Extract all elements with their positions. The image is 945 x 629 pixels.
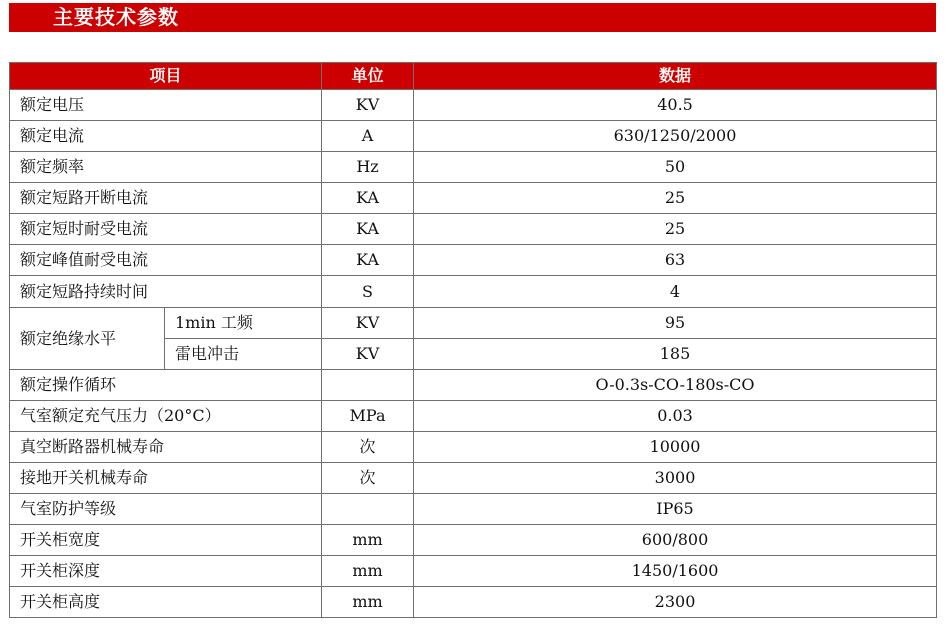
table-row bbox=[10, 308, 937, 339]
param-value: 25 bbox=[414, 214, 937, 245]
param-name: 额定电流 bbox=[10, 121, 322, 152]
param-value: 185 bbox=[414, 339, 937, 370]
param-subname: 雷电冲击 bbox=[165, 339, 322, 370]
param-value: 3000 bbox=[414, 463, 937, 494]
column-header-item: 项目 bbox=[10, 63, 322, 90]
param-value: 50 bbox=[414, 152, 937, 183]
param-value: 1450/1600 bbox=[414, 556, 937, 587]
table-row bbox=[10, 90, 937, 121]
table-row bbox=[10, 276, 937, 308]
param-unit: mm bbox=[322, 525, 414, 556]
title-banner bbox=[9, 3, 936, 32]
param-value: 0.03 bbox=[414, 401, 937, 432]
param-unit: KV bbox=[322, 308, 414, 339]
param-name: 真空断路器机械寿命 bbox=[10, 432, 322, 463]
param-unit: 次 bbox=[322, 432, 414, 463]
param-unit: MPa bbox=[322, 401, 414, 432]
param-value: O-0.3s-CO-180s-CO bbox=[414, 370, 937, 401]
param-unit: 次 bbox=[322, 463, 414, 494]
param-value: 600/800 bbox=[414, 525, 937, 556]
param-name: 额定短时耐受电流 bbox=[10, 214, 322, 245]
param-value: 10000 bbox=[414, 432, 937, 463]
param-unit: S bbox=[322, 276, 414, 308]
table-row bbox=[10, 463, 937, 494]
column-header-value: 数据 bbox=[414, 63, 937, 90]
table-row bbox=[10, 183, 937, 214]
param-unit bbox=[322, 494, 414, 525]
param-value: 4 bbox=[414, 276, 937, 308]
param-name: 额定峰值耐受电流 bbox=[10, 245, 322, 276]
page-title: 主要技术参数 bbox=[53, 5, 179, 29]
param-name: 额定操作循环 bbox=[10, 370, 322, 401]
param-value: 630/1250/2000 bbox=[414, 121, 937, 152]
param-unit: A bbox=[322, 121, 414, 152]
param-name: 额定频率 bbox=[10, 152, 322, 183]
param-unit: Hz bbox=[322, 152, 414, 183]
param-value: IP65 bbox=[414, 494, 937, 525]
table-row bbox=[10, 587, 937, 618]
table-row bbox=[10, 152, 937, 183]
param-name: 额定短路持续时间 bbox=[10, 276, 322, 308]
param-name-insulation: 额定绝缘水平 bbox=[10, 308, 165, 370]
param-name: 开关柜深度 bbox=[10, 556, 322, 587]
param-unit: KA bbox=[322, 214, 414, 245]
table-row bbox=[10, 245, 937, 276]
param-value: 95 bbox=[414, 308, 937, 339]
table-row bbox=[10, 370, 937, 401]
param-name: 开关柜高度 bbox=[10, 587, 322, 618]
param-name: 气室额定充气压力（20°C） bbox=[10, 401, 322, 432]
table-row bbox=[10, 525, 937, 556]
param-name: 气室防护等级 bbox=[10, 494, 322, 525]
column-header-unit: 单位 bbox=[322, 63, 414, 90]
param-unit: KA bbox=[322, 183, 414, 214]
param-unit: KV bbox=[322, 339, 414, 370]
table-row bbox=[10, 556, 937, 587]
param-unit bbox=[322, 370, 414, 401]
param-name: 接地开关机械寿命 bbox=[10, 463, 322, 494]
table-row bbox=[10, 494, 937, 525]
table-row bbox=[10, 432, 937, 463]
table-row bbox=[10, 214, 937, 245]
param-unit: mm bbox=[322, 556, 414, 587]
param-name: 额定短路开断电流 bbox=[10, 183, 322, 214]
param-value: 63 bbox=[414, 245, 937, 276]
table-header-row bbox=[10, 63, 937, 90]
param-name: 额定电压 bbox=[10, 90, 322, 121]
param-unit: KA bbox=[322, 245, 414, 276]
param-name: 开关柜宽度 bbox=[10, 525, 322, 556]
param-value: 25 bbox=[414, 183, 937, 214]
table-row bbox=[10, 401, 937, 432]
param-value: 2300 bbox=[414, 587, 937, 618]
param-value: 40.5 bbox=[414, 90, 937, 121]
param-unit: mm bbox=[322, 587, 414, 618]
table-row bbox=[10, 121, 937, 152]
param-subname: 1min 工频 bbox=[165, 308, 322, 339]
param-unit: KV bbox=[322, 90, 414, 121]
spec-table bbox=[9, 62, 937, 618]
